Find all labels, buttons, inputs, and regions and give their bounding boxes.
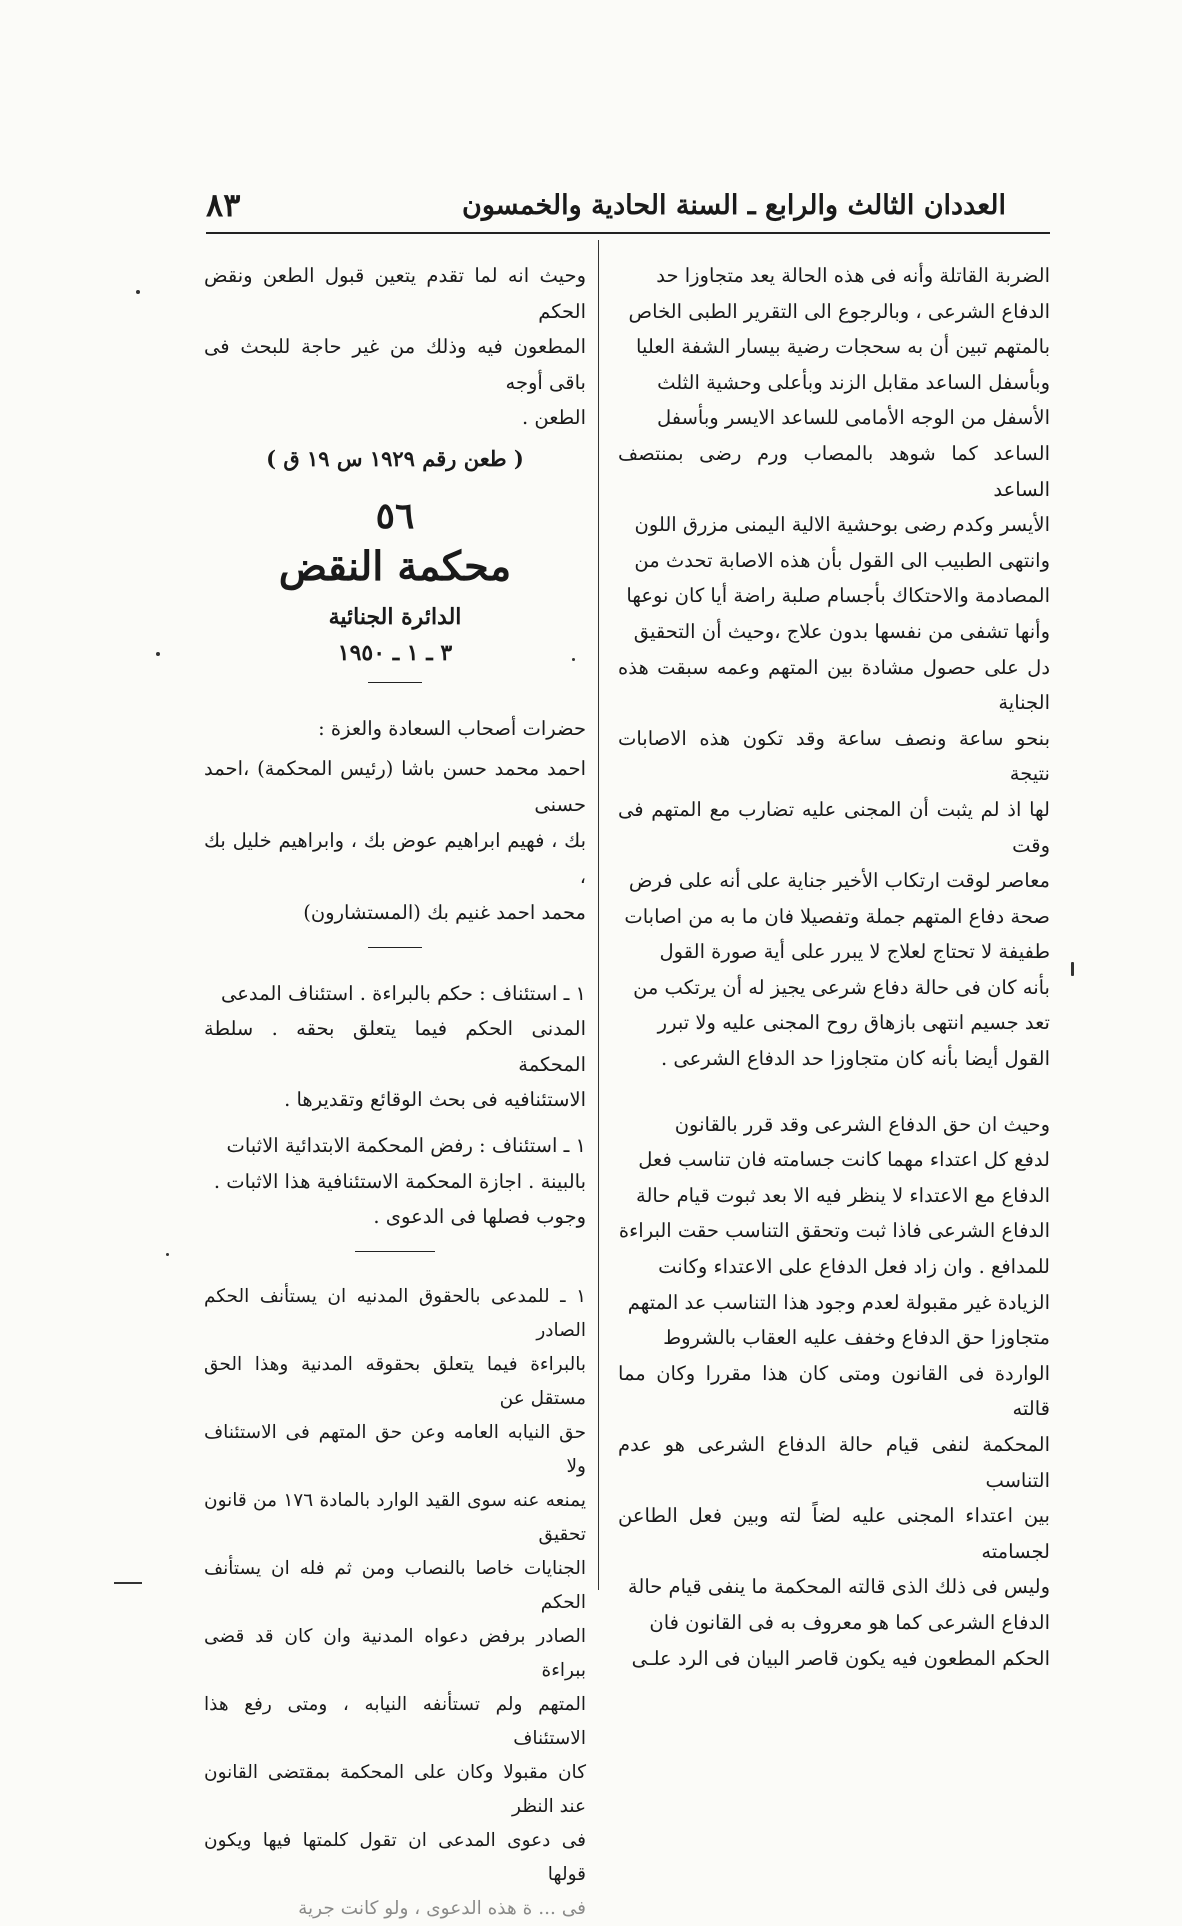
text-line: طفيفة لا تحتاج لعلاج لا يبرر على أية صورة القول xyxy=(659,940,1050,964)
text-line: المدنى الحكم فيما يتعلق بحقه . سلطة المحكمة xyxy=(204,1017,586,1076)
text-line: ١ ـ للمدعى بالحقوق المدنيه ان يستأنف الحكم الصادر xyxy=(204,1285,586,1341)
header-rule xyxy=(206,232,1050,234)
text-line: حق النيابه العامه وعن حق المتهم فى الاستئناف ولا xyxy=(204,1421,586,1477)
text-line: الدفاع الشرعى كما هو معروف به فى القانون فان xyxy=(649,1610,1050,1634)
ruling-body xyxy=(204,1280,586,1926)
text-line: متجاوزا حق الدفاع وخفف عليه العقاب بالشروط xyxy=(663,1326,1050,1350)
column-divider xyxy=(598,240,599,1590)
summary-2 xyxy=(204,1128,586,1235)
text-line: بك ، فهيم ابراهيم عوض بك ، وابراهيم خليل بك ، xyxy=(204,828,586,888)
left-column xyxy=(204,258,586,1926)
text-line: المصادمة والاحتكاك بأجسام صلبة راضة أيا كان نوعها xyxy=(626,584,1050,608)
text-line: لها اذ لم يثبت أن المجنى عليه تضارب مع المتهم فى وقت xyxy=(618,797,1050,857)
text-line: وجوب فصلها فى الدعوى . xyxy=(373,1205,586,1229)
text-line: الطعن . xyxy=(521,406,586,430)
presence-heading: حضرات أصحاب السعادة والعزة : xyxy=(318,716,586,740)
text-line: الساعد كما شوهد بالمصاب ورم رضى بمنتصف الساعد xyxy=(618,441,1050,501)
text-line: محمد احمد غنيم بك (المستشارون) xyxy=(303,900,586,924)
text-line: تعد جسيم انتهى بازهاق روح المجنى عليه ولا تبرر xyxy=(657,1011,1050,1035)
judges-list xyxy=(204,751,586,931)
session-date: ٣ ـ ١ ـ ١٩٥٠ xyxy=(337,639,453,666)
text-line: الحكم المطعون فيه يكون قاصر البيان فى الرد علـى xyxy=(631,1646,1050,1670)
circuit-name: الدائرة الجنائية xyxy=(328,603,462,630)
text-line: المطعون فيه وذلك من غير حاجة للبحث فى باقى أوجه xyxy=(204,335,586,394)
scan-speck xyxy=(572,658,575,661)
text-line: بالبراءة فيما يتعلق بحقوقه المدنية وهذا الحق مستقل عن xyxy=(204,1353,586,1409)
scan-speck xyxy=(114,1582,142,1584)
page-header xyxy=(206,186,1006,236)
text-line: الصادر برفض دعواه المدنية وان كان قد قضى ببراءة xyxy=(204,1625,586,1681)
court-name: محكمة النقض xyxy=(278,542,512,590)
text-line: وبأسفل الساعد مقابل الزند وبأعلى وحشية الثلث xyxy=(657,370,1050,394)
text-line: بالمتهم تبين أن به سحجات رضية بيسار الشفة العليا xyxy=(636,335,1050,359)
text-line: الزيادة غير مقبولة لعدم وجود هذا التناسب عد المتهم xyxy=(627,1290,1050,1314)
text-line-cutoff: فى ... ة هذه الدعوى ، ولو كانت جرية xyxy=(298,1897,586,1919)
scan-speck xyxy=(1071,962,1074,976)
separator xyxy=(368,947,422,948)
text-line: معاصر لوقت ارتكاب الأخير جناية على أنه على فرض xyxy=(628,869,1050,893)
text-line: بين اعتداء المجنى عليه لضاً لته وبين فعل الطاعن لجسامته xyxy=(618,1504,1050,1563)
separator xyxy=(355,1251,435,1252)
text-line: لدفع كل اعتداء مهما كانت جسامته فان تناسب فعل xyxy=(638,1148,1050,1172)
text-line: دل على حصول مشادة بين المتهم وعمه سبقت هذه الجناية xyxy=(618,655,1050,715)
scan-speck xyxy=(156,652,160,656)
text-line: للمدافع . وان زاد فعل الدفاع على الاعتداء وكانت xyxy=(658,1255,1050,1279)
text-line: ١ ـ استئناف : حكم بالبراءة . استئناف المدعى xyxy=(221,981,586,1005)
text-line: يمنعه عنه سوى القيد الوارد بالمادة ١٧٦ من قانون تحقيق xyxy=(204,1489,586,1545)
appeal-reference: ( طعن رقم ١٩٢٩ س ١٩ ق ) xyxy=(266,445,524,471)
text-line: الواردة فى القانون ومتى كان هذا مقررا وكان مما قالته xyxy=(618,1361,1050,1421)
scan-speck xyxy=(166,1253,169,1256)
text-line: وحيث انه لما تقدم يتعين قبول الطعن ونقض الحكم xyxy=(204,264,586,323)
text-line: القول أيضا بأنه كان متجاوزا حد الدفاع الشرعى . xyxy=(660,1047,1050,1071)
text-line: الاستئنافيه فى بحث الوقائع وتقديرها . xyxy=(284,1088,586,1112)
text-line: ١ ـ استئناف : رفض المحكمة الابتدائية الاثبات xyxy=(226,1133,586,1157)
text-line: كان مقبولا وكان على المحكمة بمقتضى القانون عند النظر xyxy=(204,1761,586,1817)
right-paragraph-2 xyxy=(618,1107,1050,1677)
text-line: الأسفل من الوجه الأمامى للساعد الايسر وبأسفل xyxy=(656,406,1050,430)
text-line: بالبينة . اجازة المحكمة الاستئنافية هذا الاثبات . xyxy=(213,1169,586,1193)
page-number: ٨٣ xyxy=(206,186,241,224)
text-line: وليس فى ذلك الذى قالته المحكمة ما ينفى قيام حالة xyxy=(627,1575,1050,1599)
text-line: احمد محمد حسن باشا (رئيس المحكمة) ،احمد حسنى xyxy=(204,756,586,816)
text-line: الضربة القاتلة وأنه فى هذه الحالة يعد متجاوزا حد xyxy=(656,264,1050,287)
text-line: الدفاع الشرعى ، وبالرجوع الى التقرير الطبى الخاص xyxy=(628,299,1050,323)
text-line: فى دعوى المدعى ان تقول كلمتها فيها ويكون قولها xyxy=(204,1829,586,1885)
text-line: بأنه كان فى حالة دفاع شرعى يجيز له أن يرتكب من xyxy=(633,975,1050,999)
header-title: العددان الثالث والرابع ـ السنة الحادية والخمسون xyxy=(462,190,1006,221)
text-line: المحكمة لنفى قيام حالة الدفاع الشرعى هو عدم التناسب xyxy=(618,1433,1050,1492)
right-column xyxy=(618,258,1050,1686)
text-line: بنحو ساعة ونصف ساعة وقد تكون هذه الاصابات نتيجة xyxy=(618,726,1050,786)
case-number: ٥٦ xyxy=(375,494,415,537)
text-line: وحيث ان حق الدفاع الشرعى وقد قرر بالقانون xyxy=(674,1112,1050,1136)
text-line: المتهم ولم تستأنفه النيابه ، ومتى رفع هذا الاستئناف xyxy=(204,1693,586,1749)
right-paragraph-1 xyxy=(618,258,1050,1077)
summary-1 xyxy=(204,976,586,1118)
text-line: الجنايات خاصا بالنصاب ومن ثم فله ان يستأنف الحكم xyxy=(204,1557,586,1613)
text-line: الأيسر وكدم رضى بوحشية الالية اليمنى مزرق اللون xyxy=(634,513,1050,537)
separator xyxy=(368,682,422,683)
scan-speck xyxy=(136,290,140,294)
text-line: وأنها تشفى من نفسها بدون علاج ،وحيث أن التحقيق xyxy=(633,619,1050,643)
text-line: وانتهى الطبيب الى القول بأن هذه الاصابة تحدث من xyxy=(634,548,1050,572)
text-line: الدفاع مع الاعتداء لا ينظر فيه الا بعد ثبوت قيام حالة xyxy=(636,1183,1050,1207)
text-line: صحة دفاع المتهم جملة وتفصيلا فان ما به من اصابات xyxy=(624,904,1050,928)
left-paragraph-1 xyxy=(204,258,586,436)
text-line: الدفاع الشرعى فاذا ثبت وتحقق التناسب حقت البراءة xyxy=(618,1219,1050,1243)
